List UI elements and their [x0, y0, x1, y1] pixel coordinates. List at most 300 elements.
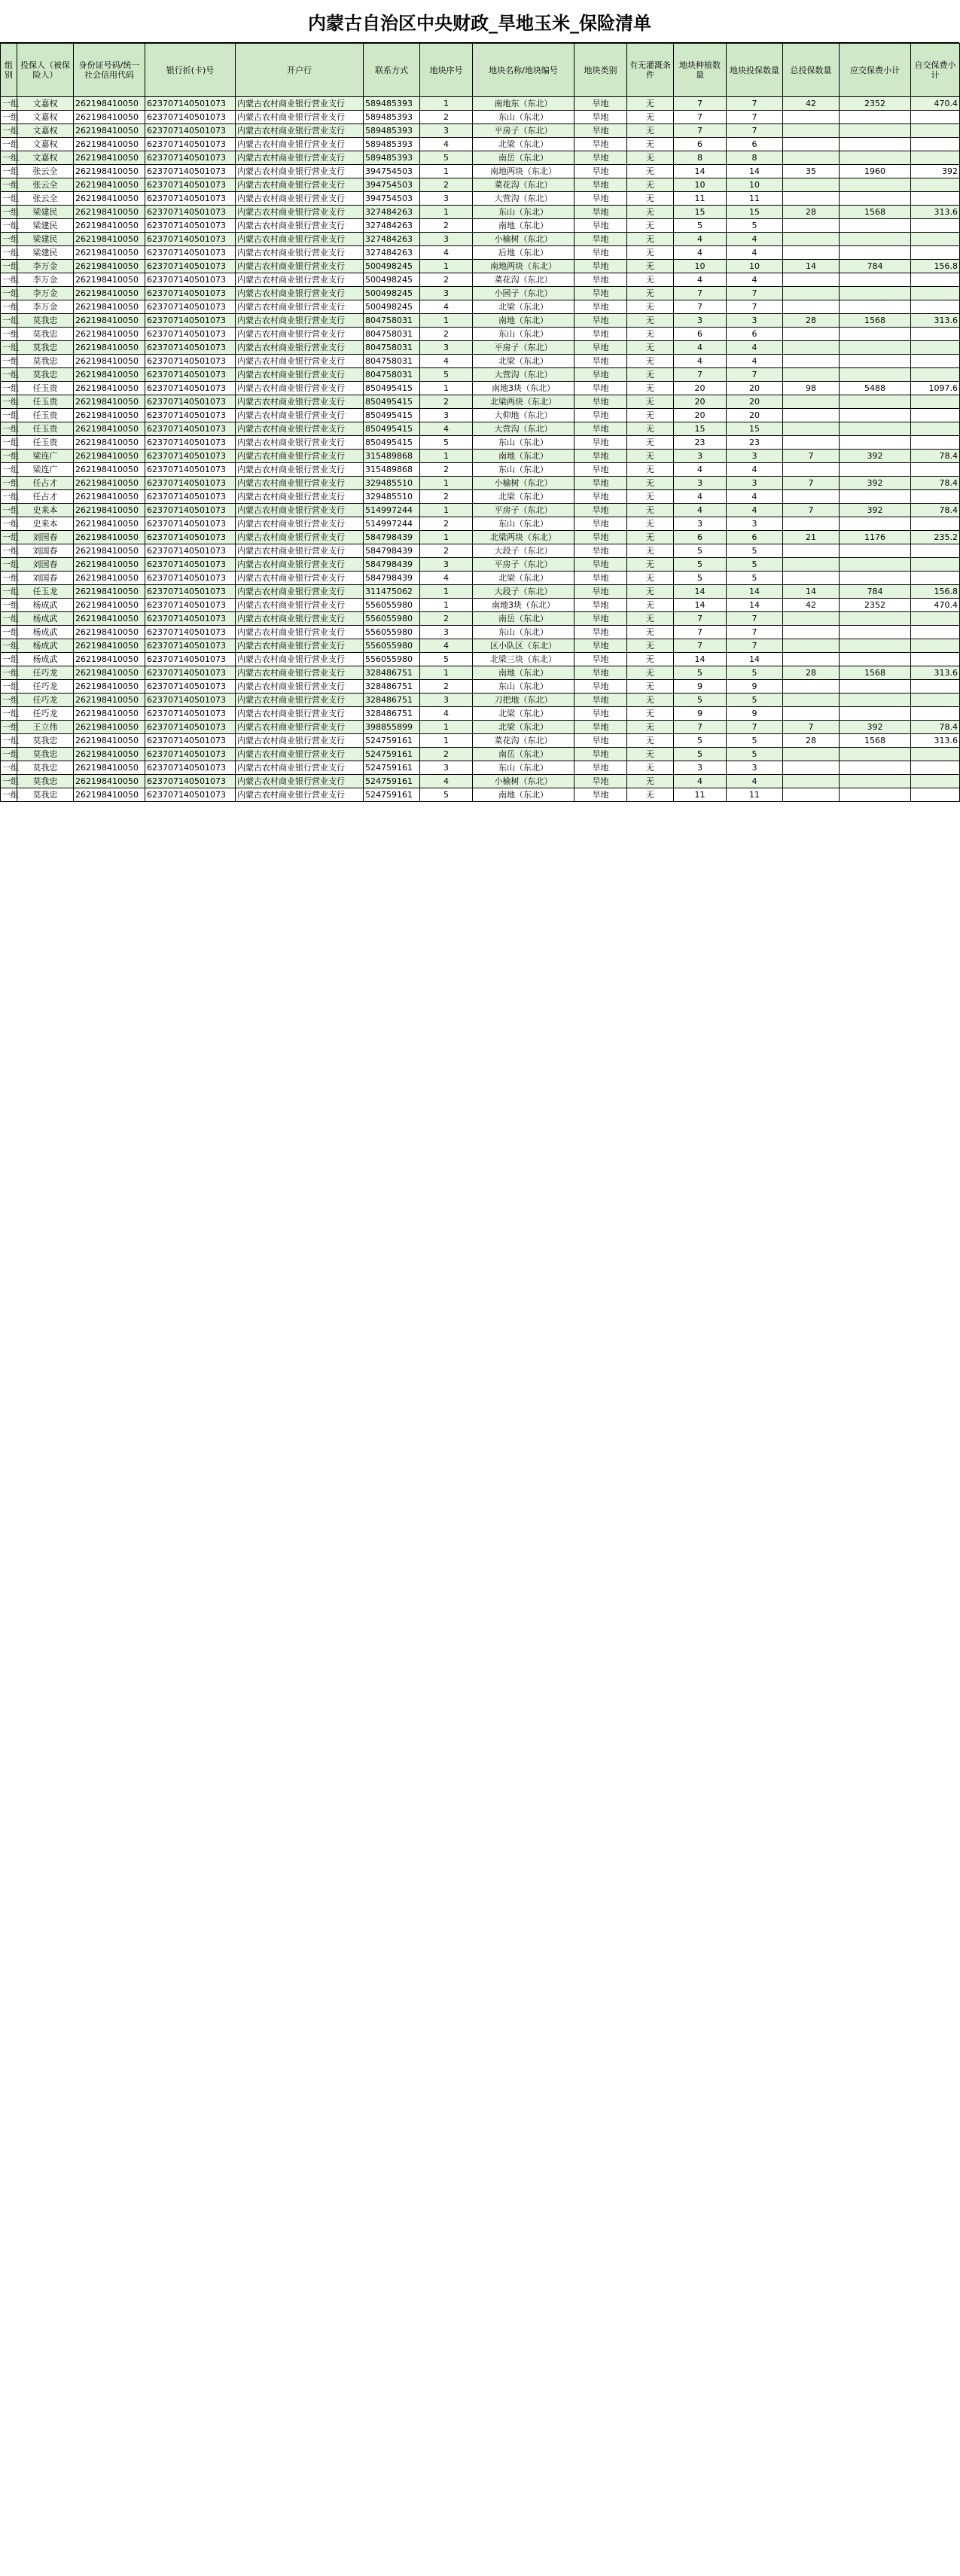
cell-insured-name: 刘国春 [17, 544, 74, 558]
cell-insured-name: 张云全 [17, 192, 74, 206]
cell-premium [840, 707, 911, 721]
cell-plot-kind: 旱地 [574, 341, 627, 355]
cell-open-bank: 内蒙古农村商业银行营业支行 [236, 463, 364, 477]
cell-contact: 556055980 [364, 653, 420, 666]
cell-plot-kind: 旱地 [574, 436, 627, 450]
cell-bank-card: 623707140501073 [145, 572, 236, 585]
cell-self-premium: 392 [911, 165, 960, 178]
cell-total-qty [783, 612, 840, 626]
table-row [1, 450, 960, 463]
cell-plot-name: 菜花沟（东北） [473, 178, 574, 192]
cell-self-premium: 470.4 [911, 599, 960, 612]
cell-planted: 4 [674, 504, 727, 517]
cell-self-premium [911, 395, 960, 409]
header-id-number: 身份证号码/统一社会信用代码 [74, 44, 145, 97]
cell-insured-name: 李万金 [17, 273, 74, 287]
cell-plot-kind: 旱地 [574, 653, 627, 666]
cell-contact: 589485393 [364, 151, 420, 165]
cell-premium [840, 355, 911, 368]
table-row [1, 409, 960, 422]
cell-premium [840, 626, 911, 639]
cell-plot-kind: 旱地 [574, 558, 627, 572]
cell-plot-kind: 旱地 [574, 124, 627, 138]
header-insured-qty: 地块投保数量 [727, 44, 783, 97]
cell-bank-card: 623707140501073 [145, 368, 236, 382]
cell-premium [840, 463, 911, 477]
cell-premium [840, 178, 911, 192]
cell-contact: 311475062 [364, 585, 420, 599]
cell-plot-kind: 旱地 [574, 206, 627, 219]
cell-insured-qty: 3 [727, 477, 783, 490]
cell-open-bank: 内蒙古农村商业银行营业支行 [236, 260, 364, 273]
cell-id-number: 262198410050 [74, 517, 145, 531]
cell-irrigation: 无 [627, 368, 674, 382]
table-row [1, 707, 960, 721]
cell-total-qty [783, 178, 840, 192]
cell-irrigation: 无 [627, 382, 674, 395]
cell-irrigation: 无 [627, 246, 674, 260]
cell-insured-name: 杨成武 [17, 626, 74, 639]
cell-premium [840, 300, 911, 314]
cell-insured-qty: 7 [727, 97, 783, 111]
cell-planted: 4 [674, 233, 727, 246]
cell-irrigation: 无 [627, 504, 674, 517]
cell-bank-card: 623707140501073 [145, 639, 236, 653]
cell-total-qty [783, 572, 840, 585]
cell-id-number: 262198410050 [74, 165, 145, 178]
cell-irrigation: 无 [627, 707, 674, 721]
cell-contact: 804758031 [364, 314, 420, 328]
cell-planted: 15 [674, 206, 727, 219]
cell-plot-seq: 3 [420, 626, 473, 639]
cell-irrigation: 无 [627, 436, 674, 450]
table-row [1, 178, 960, 192]
cell-irrigation: 无 [627, 328, 674, 341]
cell-plot-name: 北梁（东北） [473, 490, 574, 504]
cell-insured-qty: 5 [727, 694, 783, 707]
table-row [1, 775, 960, 788]
cell-plot-kind: 旱地 [574, 314, 627, 328]
cell-plot-kind: 旱地 [574, 585, 627, 599]
cell-insured-qty: 6 [727, 531, 783, 544]
cell-open-bank: 内蒙古农村商业银行营业支行 [236, 544, 364, 558]
cell-open-bank: 内蒙古农村商业银行营业支行 [236, 721, 364, 734]
cell-insured-qty: 5 [727, 544, 783, 558]
cell-open-bank: 内蒙古农村商业银行营业支行 [236, 653, 364, 666]
cell-plot-seq: 2 [420, 680, 473, 694]
cell-bank-card: 623707140501073 [145, 273, 236, 287]
cell-bank-card: 623707140501073 [145, 97, 236, 111]
cell-contact: 524759161 [364, 734, 420, 748]
header-self-premium: 自交保费小计 [911, 44, 960, 97]
table-row [1, 233, 960, 246]
cell-planted: 4 [674, 490, 727, 504]
cell-self-premium [911, 300, 960, 314]
cell-contact: 524759161 [364, 748, 420, 761]
cell-insured-qty: 7 [727, 626, 783, 639]
cell-premium [840, 328, 911, 341]
header-bank-card: 银行折(卡)号 [145, 44, 236, 97]
cell-premium: 1960 [840, 165, 911, 178]
cell-plot-name: 大营沟（东北） [473, 368, 574, 382]
cell-self-premium [911, 748, 960, 761]
cell-group: 一组 [1, 707, 17, 721]
cell-planted: 7 [674, 612, 727, 626]
cell-group: 一组 [1, 246, 17, 260]
cell-open-bank: 内蒙古农村商业银行营业支行 [236, 409, 364, 422]
cell-total-qty [783, 328, 840, 341]
cell-plot-name: 后地（东北） [473, 246, 574, 260]
cell-insured-qty: 5 [727, 734, 783, 748]
cell-bank-card: 623707140501073 [145, 382, 236, 395]
cell-insured-qty: 5 [727, 558, 783, 572]
cell-total-qty [783, 233, 840, 246]
cell-id-number: 262198410050 [74, 544, 145, 558]
cell-bank-card: 623707140501073 [145, 328, 236, 341]
cell-total-qty: 35 [783, 165, 840, 178]
cell-plot-name: 东山（东北） [473, 328, 574, 341]
cell-group: 一组 [1, 626, 17, 639]
cell-insured-name: 任占才 [17, 477, 74, 490]
cell-irrigation: 无 [627, 111, 674, 124]
cell-plot-name: 北梁（东北） [473, 300, 574, 314]
cell-plot-kind: 旱地 [574, 151, 627, 165]
cell-bank-card: 623707140501073 [145, 341, 236, 355]
cell-total-qty [783, 463, 840, 477]
cell-plot-seq: 2 [420, 517, 473, 531]
cell-id-number: 262198410050 [74, 572, 145, 585]
cell-irrigation: 无 [627, 260, 674, 273]
cell-planted: 4 [674, 355, 727, 368]
cell-insured-qty: 7 [727, 287, 783, 300]
table-row [1, 355, 960, 368]
cell-contact: 315489868 [364, 463, 420, 477]
cell-premium [840, 748, 911, 761]
cell-irrigation: 无 [627, 477, 674, 490]
cell-contact: 500498245 [364, 300, 420, 314]
cell-contact: 850495415 [364, 436, 420, 450]
cell-insured-qty: 5 [727, 572, 783, 585]
cell-self-premium [911, 680, 960, 694]
cell-premium: 1568 [840, 314, 911, 328]
cell-id-number: 262198410050 [74, 504, 145, 517]
cell-plot-kind: 旱地 [574, 450, 627, 463]
cell-plot-seq: 1 [420, 206, 473, 219]
cell-insured-name: 梁建民 [17, 233, 74, 246]
cell-irrigation: 无 [627, 178, 674, 192]
cell-bank-card: 623707140501073 [145, 504, 236, 517]
cell-plot-kind: 旱地 [574, 572, 627, 585]
cell-insured-name: 莫我忠 [17, 341, 74, 355]
cell-total-qty [783, 409, 840, 422]
cell-self-premium [911, 151, 960, 165]
cell-insured-qty: 20 [727, 395, 783, 409]
cell-insured-name: 任巧龙 [17, 666, 74, 680]
cell-plot-name: 南地（东北） [473, 666, 574, 680]
cell-contact: 500498245 [364, 260, 420, 273]
cell-planted: 7 [674, 721, 727, 734]
cell-insured-qty: 14 [727, 599, 783, 612]
cell-plot-name: 东山（东北） [473, 436, 574, 450]
cell-contact: 327484263 [364, 246, 420, 260]
cell-open-bank: 内蒙古农村商业银行营业支行 [236, 761, 364, 775]
cell-plot-seq: 1 [420, 585, 473, 599]
cell-id-number: 262198410050 [74, 585, 145, 599]
cell-plot-name: 平房子（东北） [473, 558, 574, 572]
cell-id-number: 262198410050 [74, 450, 145, 463]
cell-planted: 9 [674, 707, 727, 721]
cell-total-qty: 42 [783, 97, 840, 111]
cell-bank-card: 623707140501073 [145, 178, 236, 192]
cell-id-number: 262198410050 [74, 97, 145, 111]
cell-premium [840, 192, 911, 206]
cell-self-premium: 1097.6 [911, 382, 960, 395]
cell-bank-card: 623707140501073 [145, 775, 236, 788]
cell-planted: 3 [674, 761, 727, 775]
cell-plot-seq: 3 [420, 409, 473, 422]
table-row [1, 124, 960, 138]
cell-plot-seq: 4 [420, 355, 473, 368]
cell-insured-qty: 15 [727, 422, 783, 436]
cell-insured-name: 刘国春 [17, 558, 74, 572]
cell-contact: 327484263 [364, 219, 420, 233]
cell-bank-card: 623707140501073 [145, 124, 236, 138]
cell-group: 一组 [1, 97, 17, 111]
cell-open-bank: 内蒙古农村商业银行营业支行 [236, 694, 364, 707]
cell-plot-kind: 旱地 [574, 775, 627, 788]
cell-plot-name: 南地（东北） [473, 450, 574, 463]
cell-plot-name: 东山（东北） [473, 463, 574, 477]
cell-plot-seq: 4 [420, 422, 473, 436]
cell-self-premium [911, 192, 960, 206]
cell-self-premium [911, 761, 960, 775]
cell-group: 一组 [1, 653, 17, 666]
cell-insured-name: 莫我忠 [17, 368, 74, 382]
cell-premium [840, 395, 911, 409]
cell-total-qty [783, 748, 840, 761]
cell-plot-name: 南地东（东北） [473, 97, 574, 111]
cell-planted: 7 [674, 111, 727, 124]
cell-total-qty: 7 [783, 504, 840, 517]
cell-premium: 784 [840, 585, 911, 599]
cell-self-premium: 235.2 [911, 531, 960, 544]
cell-plot-name: 大段子（东北） [473, 544, 574, 558]
table-row [1, 422, 960, 436]
cell-insured-qty: 7 [727, 721, 783, 734]
cell-planted: 9 [674, 680, 727, 694]
cell-planted: 4 [674, 463, 727, 477]
cell-contact: 584798439 [364, 558, 420, 572]
cell-contact: 850495415 [364, 422, 420, 436]
cell-irrigation: 无 [627, 395, 674, 409]
cell-planted: 4 [674, 246, 727, 260]
table-row [1, 300, 960, 314]
cell-premium: 1568 [840, 666, 911, 680]
table-row [1, 734, 960, 748]
cell-irrigation: 无 [627, 422, 674, 436]
cell-id-number: 262198410050 [74, 599, 145, 612]
cell-insured-qty: 9 [727, 680, 783, 694]
cell-insured-name: 任占才 [17, 490, 74, 504]
cell-planted: 20 [674, 382, 727, 395]
cell-contact: 514997244 [364, 517, 420, 531]
cell-plot-seq: 1 [420, 477, 473, 490]
cell-premium: 392 [840, 721, 911, 734]
cell-total-qty [783, 558, 840, 572]
cell-id-number: 262198410050 [74, 260, 145, 273]
cell-insured-name: 莫我忠 [17, 355, 74, 368]
cell-premium [840, 558, 911, 572]
cell-total-qty [783, 287, 840, 300]
cell-plot-kind: 旱地 [574, 680, 627, 694]
cell-self-premium [911, 517, 960, 531]
cell-open-bank: 内蒙古农村商业银行营业支行 [236, 341, 364, 355]
cell-total-qty [783, 639, 840, 653]
cell-bank-card: 623707140501073 [145, 788, 236, 802]
cell-plot-name: 大营沟（东北） [473, 422, 574, 436]
cell-planted: 5 [674, 219, 727, 233]
cell-group: 一组 [1, 585, 17, 599]
cell-insured-name: 任巧龙 [17, 694, 74, 707]
table-row [1, 395, 960, 409]
cell-planted: 14 [674, 585, 727, 599]
cell-planted: 7 [674, 368, 727, 382]
cell-insured-name: 张云全 [17, 165, 74, 178]
cell-insured-qty: 7 [727, 111, 783, 124]
cell-open-bank: 内蒙古农村商业银行营业支行 [236, 300, 364, 314]
table-row [1, 626, 960, 639]
cell-id-number: 262198410050 [74, 788, 145, 802]
cell-plot-seq: 4 [420, 639, 473, 653]
cell-plot-name: 北梁两块（东北） [473, 531, 574, 544]
cell-bank-card: 623707140501073 [145, 192, 236, 206]
cell-bank-card: 623707140501073 [145, 599, 236, 612]
cell-premium [840, 273, 911, 287]
cell-open-bank: 内蒙古农村商业银行营业支行 [236, 572, 364, 585]
cell-insured-name: 杨成武 [17, 599, 74, 612]
cell-premium: 392 [840, 504, 911, 517]
table-row [1, 314, 960, 328]
cell-bank-card: 623707140501073 [145, 680, 236, 694]
cell-plot-seq: 4 [420, 572, 473, 585]
cell-id-number: 262198410050 [74, 382, 145, 395]
cell-insured-name: 梁建民 [17, 246, 74, 260]
cell-plot-seq: 4 [420, 775, 473, 788]
cell-insured-name: 张云全 [17, 178, 74, 192]
cell-plot-kind: 旱地 [574, 409, 627, 422]
cell-total-qty [783, 707, 840, 721]
cell-group: 一组 [1, 490, 17, 504]
cell-total-qty [783, 300, 840, 314]
cell-contact: 500498245 [364, 273, 420, 287]
header-plot-kind: 地块类别 [574, 44, 627, 97]
cell-insured-qty: 3 [727, 761, 783, 775]
table-row [1, 599, 960, 612]
table-row [1, 612, 960, 626]
cell-insured-name: 杨成武 [17, 653, 74, 666]
cell-self-premium [911, 341, 960, 355]
cell-irrigation: 无 [627, 531, 674, 544]
cell-planted: 6 [674, 531, 727, 544]
cell-insured-qty: 23 [727, 436, 783, 450]
cell-irrigation: 无 [627, 165, 674, 178]
cell-plot-seq: 3 [420, 341, 473, 355]
cell-plot-name: 南地两块（东北） [473, 260, 574, 273]
cell-open-bank: 内蒙古农村商业银行营业支行 [236, 246, 364, 260]
header-planted: 地块种植数量 [674, 44, 727, 97]
cell-plot-kind: 旱地 [574, 97, 627, 111]
table-row [1, 788, 960, 802]
cell-insured-qty: 4 [727, 233, 783, 246]
cell-insured-qty: 4 [727, 355, 783, 368]
cell-plot-kind: 旱地 [574, 233, 627, 246]
cell-self-premium [911, 111, 960, 124]
cell-insured-name: 李万金 [17, 287, 74, 300]
table-row [1, 653, 960, 666]
cell-contact: 804758031 [364, 341, 420, 355]
cell-plot-seq: 2 [420, 219, 473, 233]
cell-insured-name: 刘国春 [17, 572, 74, 585]
cell-id-number: 262198410050 [74, 409, 145, 422]
cell-self-premium: 156.8 [911, 585, 960, 599]
cell-premium [840, 219, 911, 233]
table-row [1, 328, 960, 341]
cell-bank-card: 623707140501073 [145, 463, 236, 477]
cell-irrigation: 无 [627, 273, 674, 287]
cell-planted: 10 [674, 178, 727, 192]
cell-self-premium [911, 544, 960, 558]
cell-group: 一组 [1, 680, 17, 694]
cell-bank-card: 623707140501073 [145, 138, 236, 151]
cell-irrigation: 无 [627, 761, 674, 775]
cell-insured-name: 文嘉权 [17, 111, 74, 124]
cell-contact: 398855899 [364, 721, 420, 734]
cell-insured-qty: 5 [727, 748, 783, 761]
cell-total-qty: 7 [783, 721, 840, 734]
cell-bank-card: 623707140501073 [145, 761, 236, 775]
table-row [1, 219, 960, 233]
cell-bank-card: 623707140501073 [145, 165, 236, 178]
cell-plot-name: 菜花沟（东北） [473, 734, 574, 748]
header-plot-name: 地块名称/地块编号 [473, 44, 574, 97]
cell-plot-kind: 旱地 [574, 395, 627, 409]
cell-id-number: 262198410050 [74, 707, 145, 721]
cell-premium [840, 572, 911, 585]
cell-open-bank: 内蒙古农村商业银行营业支行 [236, 287, 364, 300]
cell-plot-seq: 1 [420, 721, 473, 734]
cell-contact: 584798439 [364, 544, 420, 558]
cell-contact: 589485393 [364, 97, 420, 111]
cell-plot-seq: 3 [420, 233, 473, 246]
cell-plot-seq: 2 [420, 490, 473, 504]
cell-id-number: 262198410050 [74, 653, 145, 666]
cell-contact: 850495415 [364, 409, 420, 422]
cell-plot-kind: 旱地 [574, 490, 627, 504]
cell-bank-card: 623707140501073 [145, 490, 236, 504]
cell-insured-name: 莫我忠 [17, 734, 74, 748]
cell-open-bank: 内蒙古农村商业银行营业支行 [236, 626, 364, 639]
cell-group: 一组 [1, 314, 17, 328]
cell-bank-card: 623707140501073 [145, 287, 236, 300]
cell-contact: 394754503 [364, 165, 420, 178]
cell-bank-card: 623707140501073 [145, 206, 236, 219]
cell-contact: 524759161 [364, 761, 420, 775]
cell-group: 一组 [1, 178, 17, 192]
cell-id-number: 262198410050 [74, 151, 145, 165]
cell-self-premium: 78.4 [911, 477, 960, 490]
cell-planted: 7 [674, 626, 727, 639]
cell-plot-name: 东山（东北） [473, 761, 574, 775]
